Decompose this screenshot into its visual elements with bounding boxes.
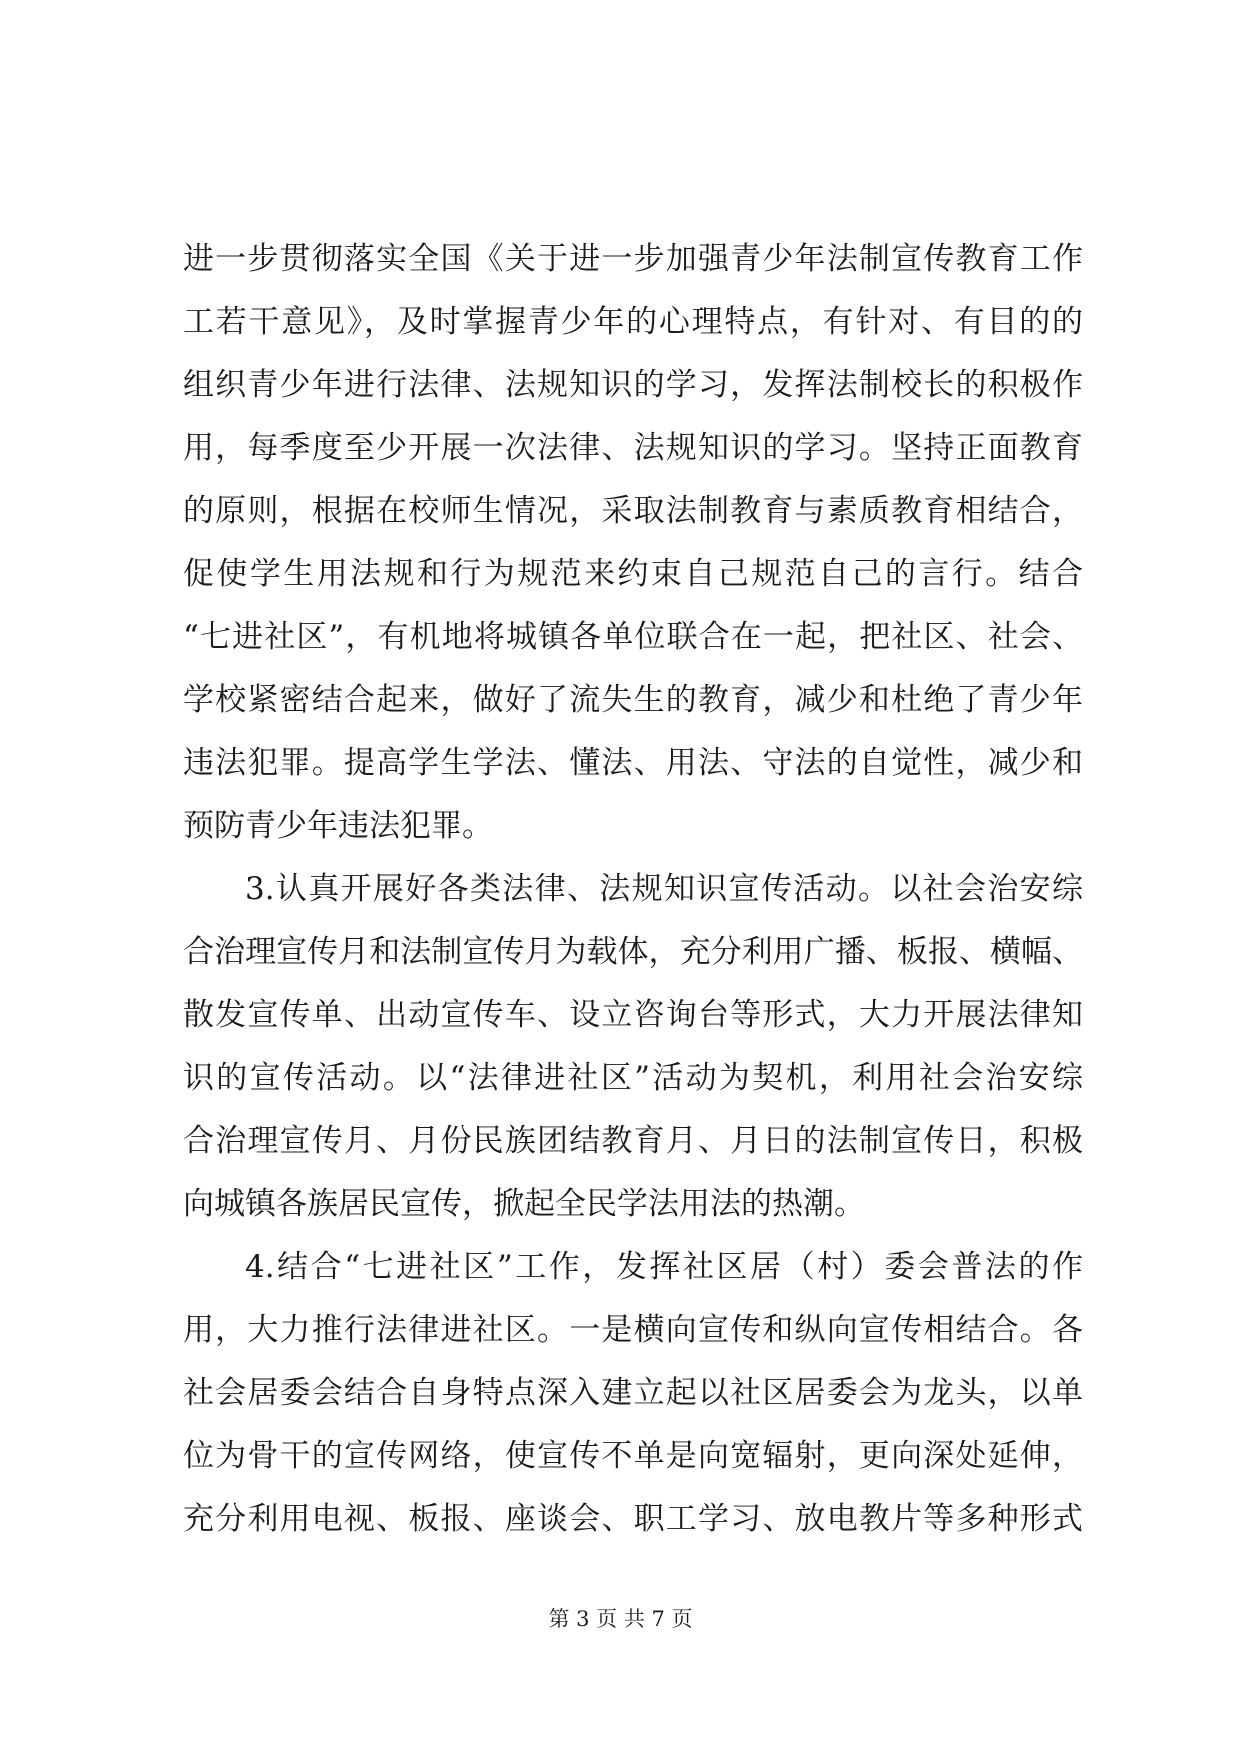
text-line: 充分利用电视、板报、座谈会、职工学习、放电教片等多种形式 xyxy=(183,1501,1083,1537)
text-line: 合治理宣传月、月份民族团结教育月、月日的法制宣传日，积极 xyxy=(183,1123,1083,1159)
document-body xyxy=(183,228,1083,1551)
text-line: 组织青少年进行法律、法规知识的学习，发挥法制校长的积极作 xyxy=(183,367,1083,403)
text-line: 识的宣传活动。以“法律进社区”活动为契机，利用社会治安综 xyxy=(183,1060,1083,1096)
text-line: 学校紧密结合起来，做好了流失生的教育，减少和杜绝了青少年 xyxy=(183,682,1083,718)
text-line: 违法犯罪。提高学生学法、懂法、用法、守法的自觉性，减少和 xyxy=(183,745,1083,781)
text-line: 进一步贯彻落实全国《关于进一步加强青少年法制宣传教育工作 xyxy=(183,241,1083,277)
text-line: “七进社区”，有机地将城镇各单位联合在一起，把社区、社会、 xyxy=(183,619,1083,655)
text-line: 向城镇各族居民宣传，掀起全民学法用法的热潮。 xyxy=(183,1186,865,1222)
paragraph-3 xyxy=(183,1236,1083,1551)
text-line: 位为骨干的宣传网络，使宣传不单是向宽辐射，更向深处延伸， xyxy=(183,1438,1083,1474)
text-line: 散发宣传单、出动宣传车、设立咨询台等形式，大力开展法律知 xyxy=(183,997,1083,1033)
page-number-footer: 第 3 页 共 7 页 xyxy=(548,1607,693,1631)
text-line: 合治理宣传月和法制宣传月为载体，充分利用广播、板报、横幅、 xyxy=(183,934,1083,970)
text-line: 用，大力推行法律进社区。一是横向宣传和纵向宣传相结合。各 xyxy=(183,1312,1083,1348)
text-line: 工若干意见》，及时掌握青少年的心理特点，有针对、有目的的 xyxy=(183,304,1083,340)
text-line: 3.认真开展好各类法律、法规知识宣传活动。以社会治安综 xyxy=(245,871,1083,907)
text-line: 用，每季度至少开展一次法律、法规知识的学习。坚持正面教育 xyxy=(183,430,1083,466)
text-line: 社会居委会结合自身特点深入建立起以社区居委会为龙头，以单 xyxy=(183,1375,1083,1411)
text-line: 的原则，根据在校师生情况，采取法制教育与素质教育相结合， xyxy=(183,493,1083,529)
text-line: 预防青少年违法犯罪。 xyxy=(183,808,493,844)
paragraph-2 xyxy=(183,858,1083,1236)
paragraph-1 xyxy=(183,228,1083,858)
text-line: 4.结合“七进社区”工作，发挥社区居（村）委会普法的作 xyxy=(245,1249,1083,1285)
text-line: 促使学生用法规和行为规范来约束自己规范自己的言行。结合 xyxy=(183,556,1083,592)
